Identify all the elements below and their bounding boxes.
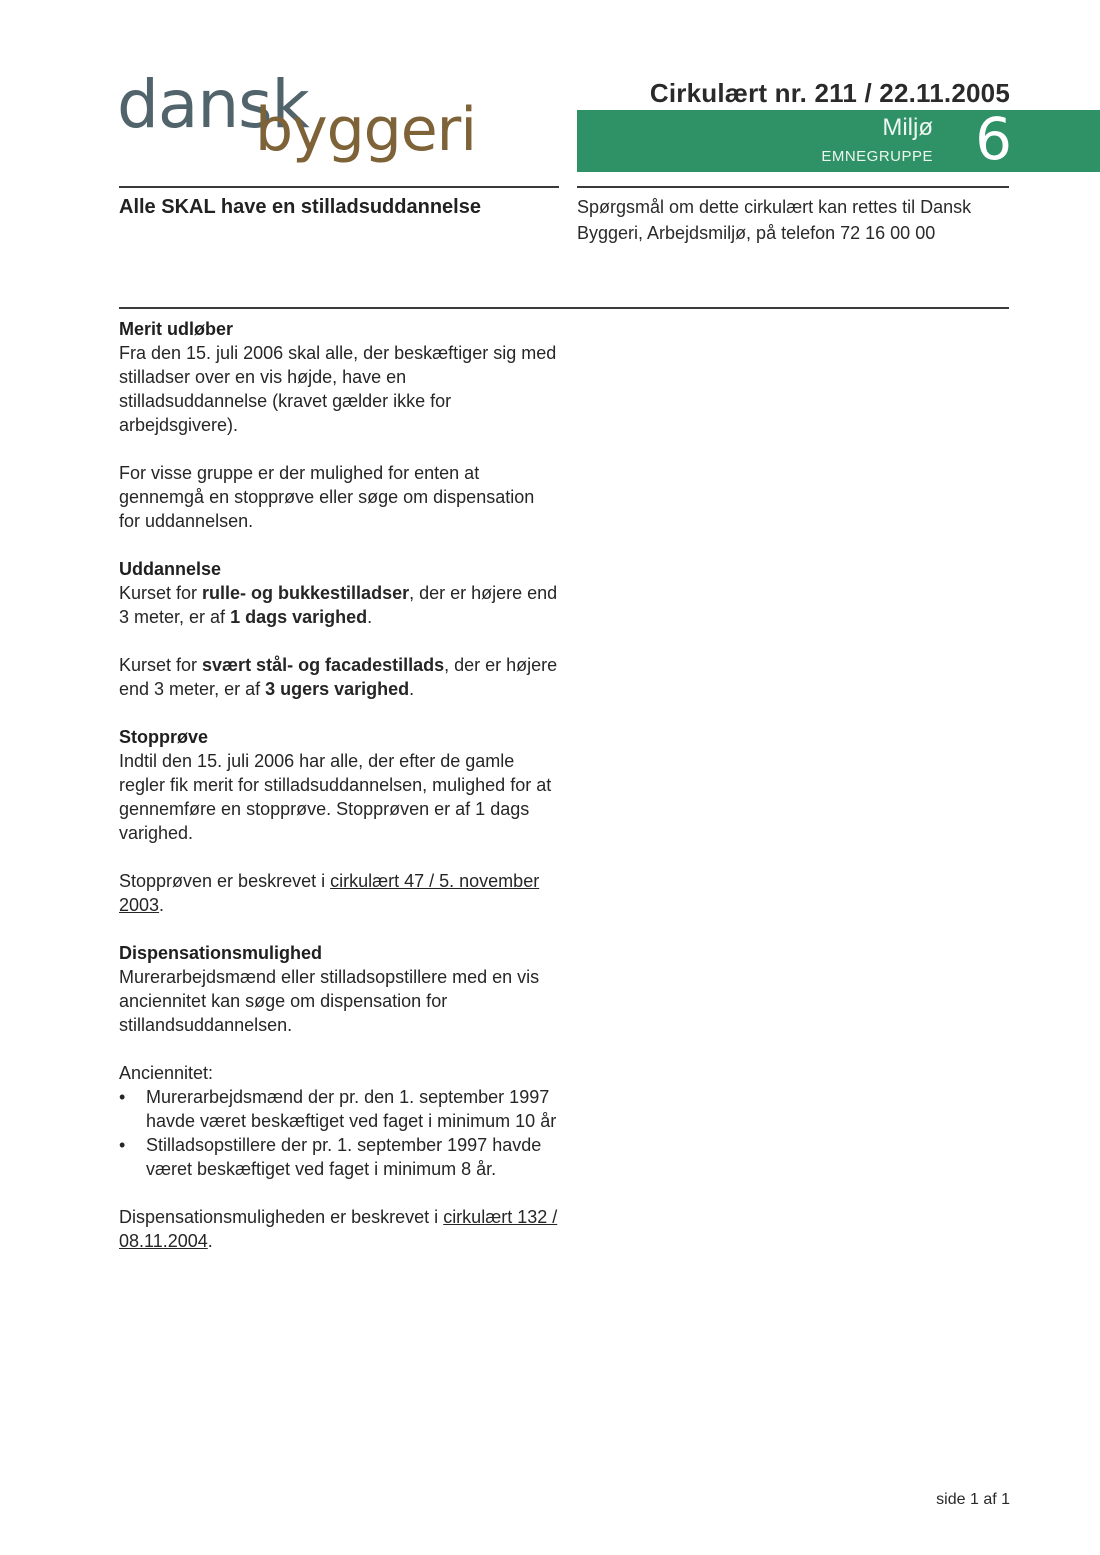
merit-paragraph-2: For visse gruppe er der mulighed for enten at gennemgå en stopprøve eller søge om dispensation for uddannelsen. [119, 463, 535, 531]
page-number: side 1 af 1 [936, 1491, 1010, 1508]
heading-stopprove: Stopprøve [119, 727, 209, 747]
group-number: 6 [975, 105, 1012, 173]
topic-band [577, 105, 1100, 173]
stopprove-paragraph-2: Stopprøven er beskrevet i cirkulært 47 / 5. november 2003. [119, 871, 540, 915]
topic-label: Miljø [882, 114, 933, 141]
header-rule-right [577, 186, 1009, 188]
list-item: • Stilladsopstillere der pr. 1. september 1997 havde været beskæftiget ved faget i minimum 8 år. [119, 1135, 542, 1179]
heading-uddannelse: Uddannelse [119, 559, 222, 579]
circular-number: Cirkulært nr. 211 / 22.11.2005 [649, 78, 1010, 108]
link-cirkulaert-132[interactable]: cirkulært 132 / 08.11.2004 [119, 1207, 558, 1251]
list-item: • Murerarbejdsmænd der pr. den 1. september 1997 havde været beskæftiget ved faget i minimum 10 år [119, 1087, 557, 1131]
uddannelse-paragraph-1: Kurset for rulle- og bukkestilladser, der er højere end 3 meter, er af 1 dags varighed. [119, 583, 558, 627]
merit-paragraph-1: Fra den 15. juli 2006 skal alle, der beskæftiger sig med stilladser over en vis højde, have en stilladsuddannelse (kravet gælder ikke for arbejdsgivere). [119, 343, 557, 435]
heading-merit: Merit udløber [119, 319, 234, 339]
uddannelse-paragraph-2: Kurset for svært stål- og facadestillads, der er højere end 3 meter, er af 3 ugers varighed. [119, 655, 558, 699]
heading-dispensation: Dispensationsmulighed [119, 943, 323, 963]
body-text [119, 317, 559, 1277]
group-label: EMNEGRUPPE [821, 148, 933, 165]
contact-info: Spørgsmål om dette cirkulært kan rettes til Dansk Byggeri, Arbejdsmiljø, på telefon 72 16 00 00 [577, 197, 972, 243]
logo-byggeri: byggeri [255, 95, 477, 165]
link-cirkulaert-47[interactable]: cirkulært 47 / 5. november 2003 [119, 871, 540, 915]
header-rule-left [119, 186, 559, 188]
bullet: • [119, 1135, 126, 1155]
content-rule [119, 307, 1009, 309]
logo-dansk: dansk [117, 66, 309, 143]
anciennitet-list [119, 1085, 559, 1181]
subject-title: Alle SKAL have en stilladsuddannelse [119, 196, 481, 218]
bullet: • [119, 1087, 126, 1107]
dispensation-paragraph-2: Dispensationsmuligheden er beskrevet i cirkulært 132 / 08.11.2004. [119, 1207, 558, 1251]
dispensation-paragraph-1: Murerarbejdsmænd eller stilladsopstillere med en vis anciennitet kan søge om dispensation for stillandsuddannelsen. [119, 967, 540, 1035]
anciennitet-intro: Anciennitet: [119, 1063, 214, 1083]
stopprove-paragraph-1: Indtil den 15. juli 2006 har alle, der efter de gamle regler fik merit for stilladsuddannelsen, mulighed for at gennemføre en stopprøve. Stopprøven er af 1 dags varighed. [119, 751, 552, 843]
